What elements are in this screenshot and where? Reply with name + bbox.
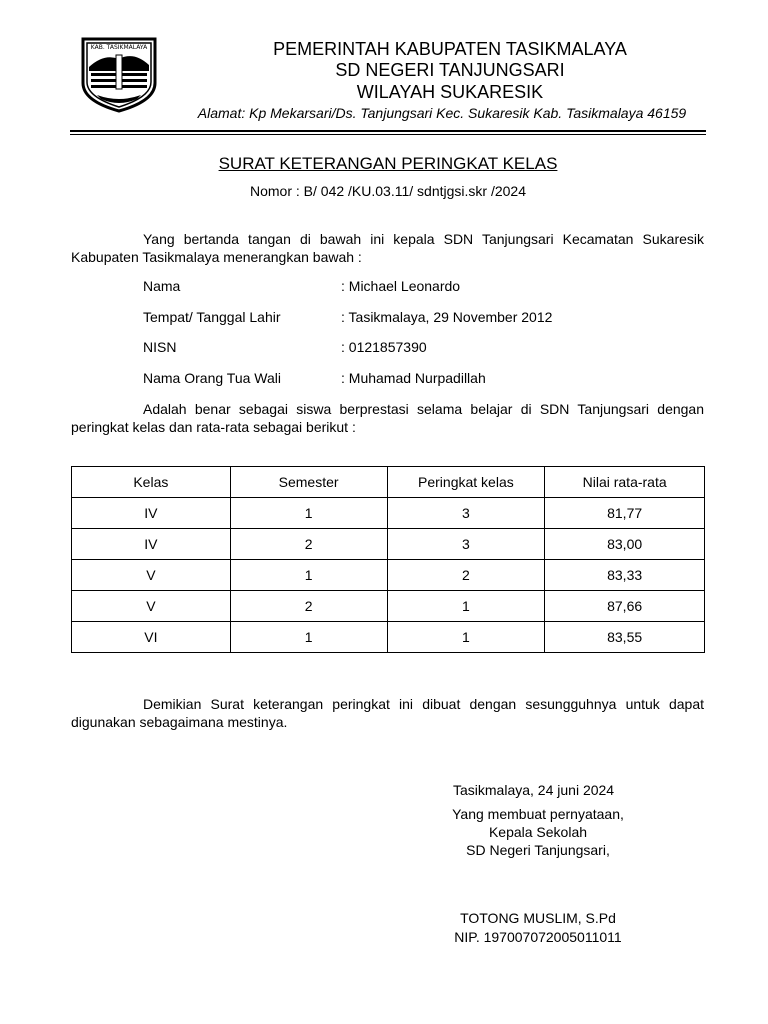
- closing-paragraph: Demikian Surat keterangan peringkat ini dibuat dengan sesungguhnya untuk dapat digunakan sebagaimana mestinya.: [71, 696, 704, 730]
- identity-value-nisn: : 0121857390: [341, 339, 427, 355]
- cell-semester: 1: [230, 498, 387, 529]
- cell-kelas: VI: [72, 622, 231, 653]
- logo-text: KAB. TASIKMALAYA: [90, 44, 148, 51]
- identity-label-birth: Tempat/ Tanggal Lahir: [143, 309, 281, 325]
- table-row: [72, 560, 705, 591]
- cell-average: 83,00: [545, 529, 705, 560]
- cell-kelas: IV: [72, 498, 231, 529]
- document-title: SURAT KETERANGAN PERINGKAT KELAS: [218, 154, 558, 173]
- header-divider-thin: [70, 134, 706, 135]
- letterhead-line2: SD NEGERI TANJUNGSARI: [335, 60, 565, 80]
- cell-average: 83,55: [545, 622, 705, 653]
- header-average: Nilai rata-rata: [545, 467, 705, 498]
- statement-paragraph: Adalah benar sebagai siswa berprestasi selama belajar di SDN Tanjungsari dengan peringkat kelas dan rata-rata sebagai berikut :: [71, 401, 704, 435]
- cell-average: 81,77: [545, 498, 705, 529]
- cell-rank: 1: [387, 622, 545, 653]
- letterhead-line1: PEMERINTAH KABUPATEN TASIKMALAYA: [273, 39, 627, 59]
- cell-average: 83,33: [545, 560, 705, 591]
- identity-value-birth: : Tasikmalaya, 29 November 2012: [341, 309, 553, 325]
- regency-logo: [79, 37, 159, 113]
- header-kelas: Kelas: [72, 467, 231, 498]
- letterhead-line3: WILAYAH SUKARESIK: [356, 82, 544, 102]
- identity-value-name: : Michael Leonardo: [341, 278, 461, 294]
- cell-semester: 1: [230, 560, 387, 591]
- cell-semester: 2: [230, 591, 387, 622]
- table-row: [72, 591, 705, 622]
- cell-semester: 1: [230, 622, 387, 653]
- signature-line1: Yang membuat pernyataan,: [452, 806, 624, 822]
- cell-rank: 3: [387, 529, 545, 560]
- table-row: [72, 622, 705, 653]
- signature-line2: Kepala Sekolah: [488, 824, 588, 840]
- table-row: [72, 529, 705, 560]
- header-rank: Peringkat kelas: [387, 467, 545, 498]
- cell-average: 87,66: [545, 591, 705, 622]
- cell-rank: 1: [387, 591, 545, 622]
- identity-label-name: Nama: [143, 278, 181, 294]
- cell-semester: 2: [230, 529, 387, 560]
- header-semester: Semester: [230, 467, 387, 498]
- signature-line3: SD Negeri Tanjungsari,: [466, 842, 610, 858]
- identity-value-parent: : Muhamad Nurpadillah: [341, 370, 486, 386]
- signature-place-date: Tasikmalaya, 24 juni 2024: [453, 782, 615, 798]
- identity-label-nisn: NISN: [143, 339, 177, 355]
- intro-paragraph: Yang bertanda tangan di bawah ini kepala SDN Tanjungsari Kecamatan Sukaresik Kabupaten Tasikmalaya menerangkan bawah :: [71, 231, 704, 265]
- rank-table: [71, 466, 705, 653]
- table-row: [72, 498, 705, 529]
- document-number: Nomor : B/ 042 /KU.03.11/ sdntjgsi.skr /2024: [250, 183, 526, 199]
- cell-kelas: V: [72, 591, 231, 622]
- table-header-row: [72, 467, 705, 498]
- signatory-name: TOTONG MUSLIM, S.Pd: [460, 910, 616, 926]
- cell-rank: 2: [387, 560, 545, 591]
- cell-rank: 3: [387, 498, 545, 529]
- cell-kelas: V: [72, 560, 231, 591]
- header-divider: [70, 130, 706, 132]
- school-address: Alamat: Kp Mekarsari/Ds. Tanjungsari Kec. Sukaresik Kab. Tasikmalaya 46159: [197, 105, 687, 121]
- identity-label-parent: Nama Orang Tua Wali: [143, 370, 281, 386]
- signatory-nip: NIP. 197007072005011011: [454, 929, 622, 945]
- cell-kelas: IV: [72, 529, 231, 560]
